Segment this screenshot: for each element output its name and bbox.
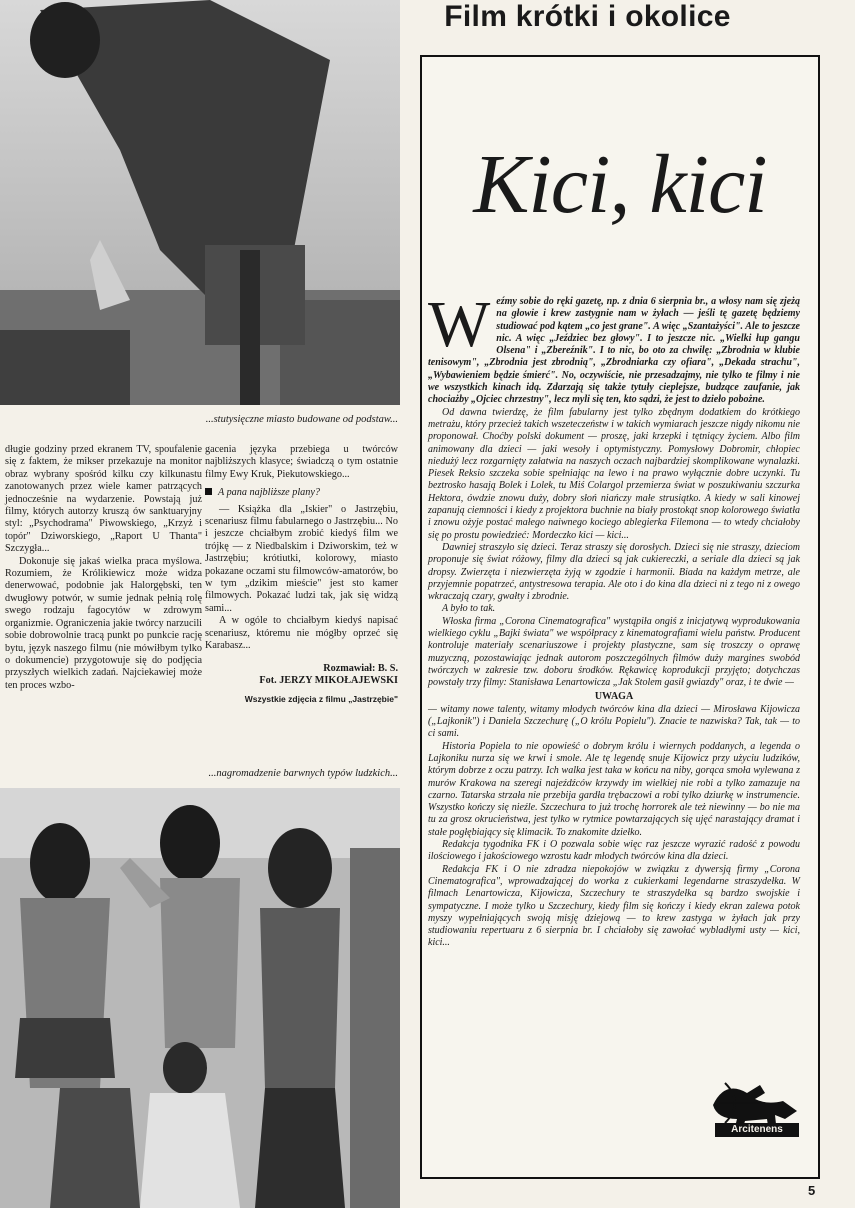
paragraph: długie godziny przed ekranem TV, spoufalenie się z faktem, że mikser przekazuje na monitor obraz wybrany spośród kilku czy kilkunastu zanotowanych przez wiele kamer patrzących jednocześnie na wydarzenie. Powstają już filmy, których autorzy kruszą ów sanktuaryjny styl: „Psychodrama" Piwowskiego, „Krzyż i topór" Dziworskiego, „Raport U Thanta" Szczygła... — [5, 444, 202, 555]
paragraph: Włoska firma „Corona Cinematografica" wystąpiła ongiś z inicjatywą wyprodukowania wielkiego cyklu „Bajki świata" we współpracy z kinematografiami wielu państw. Producent kontroluje materiały scenariuszowe i projekty plastyczne, sam się troszczy o oprawę muzyczną, pozostawiając jednak autorom poszczególnych filmów duży margines swobód twórczych w zakresie tzw. doboru środków. Rękawicę koprodukcji przyjęto; dotychczas powstały trzy filmy: Stanisława Lenartowicza „Jak Stolem gasił gwiazdy" oraz, i te dwie — — [428, 615, 800, 689]
left-column-1 — [5, 444, 202, 692]
caption-top: ...stutysięczne miasto budowane od podstaw... — [205, 414, 398, 425]
paragraph: Redakcja tygodnika FK i O pozwala sobie więc raz jeszcze wyrazić radość z powodu ilościowego i jakościowego wzrostu kadr młodych twórców kina dla dzieci. — [428, 839, 800, 863]
photo-note: Wszystkie zdjęcia z filmu „Jastrzębie" — [244, 694, 398, 705]
paragraph: Dawniej straszyło się dzieci. Teraz straszy się dorosłych. Dzieci się nie straszy, dzieciom proponuje się świat różowy, filmy dla dzieci są jak cukiereczki, a seriale dla dzieci są jak dropsy. Zwierzęta i niezwierzęta żyją w zgodzie i harmonii. Biada na każdym metrze, ale przyjemnie popatrzeć, antystresowa terapia. Ale oto i do kina dla dzieci ni z tego ni z owego wkraczają czary, gwałty i zbrodnie. — [428, 541, 800, 603]
paragraph: — Książka dla „Iskier" o Jastrzębiu, scenariusz filmu fabularnego o Jastrzębiu... No i jeszcze chciałbym zrobić kiedyś film we trójkę — z Niedbalskim i Dziworskim, też w Jastrzębiu; krótiutki, kolorowy, miasto pokazane oczami stu filmowców-amatorów, bo w tym „dzikim mieście" jest sto kamer filmowych. Pokazać ludzi tak, jak się widzą sami... — [205, 503, 398, 614]
interview-question: A pana najbliższe plany? — [205, 487, 398, 499]
paragraph: Redakcja FK i O nie zdradza niepokojów w związku z dywersją firmy „Corona Cinematografica", wprowadzającej do worka z cukierkami legendarne straszydełka. W filmach Lenartowicza, Kijowicza, Szczechury te straszydełka są bardzo swojskie i sympatyczne. I może tylko u Szczechury, kiedy film się kończy i kiedy ekran zalewa potok myszy wypełniających swoją misję dziejową — to krew zastyga w żyłach jak przy studiowaniu repertuaru z 6 sierpnia br. I chciałoby się zawołać wybladłymi usty — kici, kici... — [428, 863, 800, 949]
paragraph: A w ogóle to chciałbym kiedyś napisać scenariusz, któremu nie mógłby oprzeć się Karabasz... — [205, 615, 398, 652]
paragraph: Dokonuje się jakaś wielka praca myślowa. Rozumiem, że Królikiewicz może widza denerwować, podobnie jak Halorgębski, ten dwugłowy potwór, w sumie jednak pełnią rolę swego rodzaju fagocytów w zdrowym organizmie. Ograniczenia jakie twórcy narzucili sobie dobrowolnie tracą punkt po punkcie rację bytu, język naszego filmu (nie mówiłbym tylko o dokumencie) przygotowuje się do podjęcia przyszłych wielkich zadań. Najciekawiej może ten proces wzbo- — [5, 555, 202, 691]
uwaga-heading: UWAGA — [594, 690, 634, 702]
photo-credit: Fot. JERZY MIKOŁAJEWSKI — [259, 674, 398, 686]
arcitenens-logo — [705, 1075, 805, 1145]
paragraph: Historia Popiela to nie opowieść o dobrym królu i wiernych poddanych, a legenda o Lajkoniku nurza się we krwi i smole. Ale tę legendę snuje Kijowicz przy użyciu ludzików, którym dobrze z oczu patrzy. Ich walka jest taka w końcu na niby, gorąca smoła wylewana z murów Krakowa na szeregi najeźdźców krzywdy im wielkiej nie robi a tylko zamazuje na czarno. Tatarska strzała nie przebija gardła trębaczowi a robi tylko dziurkę w instrumencie. Wszystko kończy się nieźle. Szczechura to już trochę horrorek ale też niewinny — bo nie ma tu za grosz okrucieństwa, jest tylko w rytmice powtarzających się ujęć narastający dramat i stałe pogłębiający się klimacik. To znakomite dziełko. — [428, 740, 800, 838]
photo-crowd — [0, 788, 400, 1208]
photo-construction — [0, 0, 400, 405]
logo-text: Arcitenens — [731, 1124, 783, 1135]
dropcap: W — [428, 288, 491, 361]
bullet-square-icon — [205, 488, 212, 495]
paragraph: gacenia języka przebiega u twórców najbliższych klasyce; świadczą o tym ostatnie filmy Ewy Kruk, Piekutowskiego... — [205, 444, 398, 480]
lead-paragraph: Weźmy sobie do ręki gazetę, np. z dnia 6 sierpnia br., a włosy nam się zjeżą na głowie i krew zastygnie nam w żyłach — jeśli tę gazetę będziemy studiować pod kątem „co jest grane". A więc „Szantażyści". Ale to jeszcze nic. A więc „Jeździec bez głowy". I to jeszcze nic. „Wielki łup gangu Olsena" i „Zbereźnik". I to nic, bo oto za chwilę: „Zbrodnia w klubie tenisowym", „Zbrodnia jest zbrodnią", „Zbrodniarka czy ofiara", „Dekada strachu", „Wybawieniem będzie śmierć". No, oczywiście, nie przesadzajmy, nie tylko te filmy i nie we wszystkich kinach idą. Zdarzają się także tytuły cieplejsze, budzące zaufanie, jak chociażby „Ojciec chrzestny", lecz myli się ten, kto sądzi, że jest to dzieło pobożne. — [428, 288, 800, 406]
article-title: Kici, kici — [473, 138, 767, 231]
section-heading: Film krótki i okolice — [444, 0, 731, 33]
paragraph: — witamy nowe talenty, witamy młodych twórców kina dla dzieci — Mirosława Kijowicza („Lajkonik") i Daniela Szczechurę („O królu Popielu"). Znacie te nazwiska? Tak, tak — to ci sami. — [428, 703, 800, 740]
page-number: 5 — [808, 1183, 816, 1198]
caption-bottom: ...nagromadzenie barwnych typów ludzkich... — [208, 768, 398, 779]
interviewer-credit: Rozmawiał: B. S. — [323, 662, 398, 674]
right-article — [428, 288, 800, 950]
paragraph: A było to tak. — [442, 603, 496, 615]
left-column-2 — [205, 444, 398, 706]
paragraph: Od dawna twierdzę, że film fabularny jest tylko zbędnym dodatkiem do krótkiego metrażu, który przecież takich wszeteczeństw i w takich wymiarach jeszcze nigdy nikomu nie proponował. Choćby polski dokument — proszę, jaki krzepki i tętniący życiem. Albo film animowany dla dzieci — jaki wesoły i optymistyczny. Pomysłowy Dobromir, chłopiec niedużý lecz rozgarnięty załatwia na naszych oczach najbardziej skomplikowane wynalazki. Piesek Reksio szczeka sobie spełniając na lewo i na prawo wyłącznie dobre uczynki. Tu beztrosko hasają Bolek i Lolek, tu Miś Colargol przemierza świat w poszukiwaniu szczurka Hektora, ówdzie znowu duży, dobry słoń niańczy małe strusiątko. A kiedy w sali kinowej zapanują ciemności i kiedy z projektora buchnie na biały prostokąt snop kolorowego światła i znowu ożyje postać małego naiwnego kociego ablegierka Filemona — to wtedy chciałoby się po prostu powiedzieć: Mordeczko kici — kici... — [428, 406, 800, 541]
